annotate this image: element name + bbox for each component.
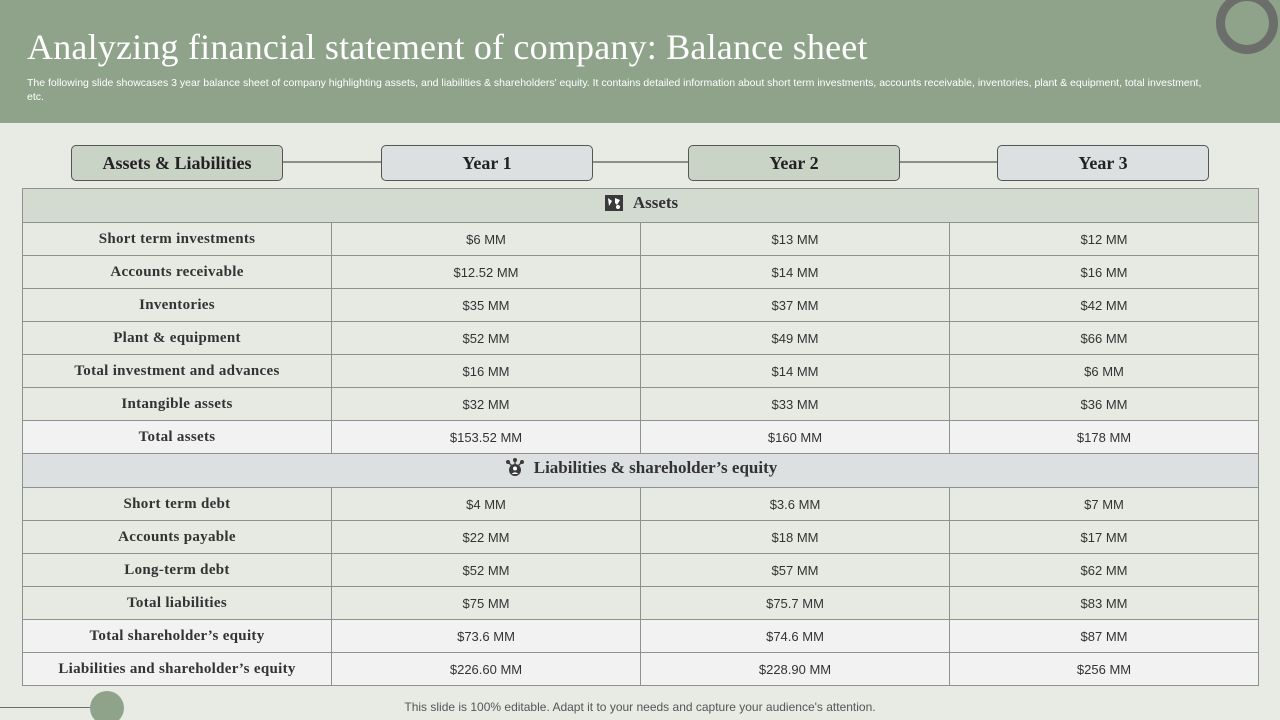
year-2-value: $3.6 MM [641,488,950,521]
year-3-value: $62 MM [950,554,1259,587]
year-2-value: $160 MM [641,421,950,454]
year-3-value: $256 MM [950,653,1259,686]
column-header-assets-liabilities: Assets & Liabilities [71,145,283,181]
row-label: Plant & equipment [23,322,332,355]
year-1-value: $16 MM [332,355,641,388]
year-1-value: $22 MM [332,521,641,554]
year-1-value: $35 MM [332,289,641,322]
row-label: Intangible assets [23,388,332,421]
year-3-value: $42 MM [950,289,1259,322]
section-header-assets [23,189,1259,223]
year-1-value: $52 MM [332,554,641,587]
year-2-value: $33 MM [641,388,950,421]
year-3-value: $7 MM [950,488,1259,521]
table-row [23,289,1259,322]
table-row [23,322,1259,355]
column-header-year-3: Year 3 [997,145,1209,181]
year-3-value: $17 MM [950,521,1259,554]
table-row [23,421,1259,454]
year-2-value: $49 MM [641,322,950,355]
year-2-value: $228.90 MM [641,653,950,686]
year-2-value: $37 MM [641,289,950,322]
year-1-value: $75 MM [332,587,641,620]
row-label: Total investment and advances [23,355,332,388]
table-row [23,223,1259,256]
year-1-value: $153.52 MM [332,421,641,454]
column-header-year-2: Year 2 [688,145,900,181]
table-row [23,355,1259,388]
year-2-value: $57 MM [641,554,950,587]
balance-sheet-table [22,188,1258,686]
year-1-value: $6 MM [332,223,641,256]
year-1-value: $4 MM [332,488,641,521]
row-label: Accounts payable [23,521,332,554]
table-row [23,653,1259,686]
table-row [23,256,1259,289]
year-3-value: $12 MM [950,223,1259,256]
table-row [23,620,1259,653]
year-3-value: $36 MM [950,388,1259,421]
row-label: Short term debt [23,488,332,521]
section-title-assets: Assets [632,193,679,212]
year-3-value: $178 MM [950,421,1259,454]
footer-note: This slide is 100% editable. Adapt it to your needs and capture your audience's attention. [404,700,876,714]
year-2-value: $18 MM [641,521,950,554]
column-headers [0,145,1280,181]
year-1-value: $52 MM [332,322,641,355]
row-label: Total assets [23,421,332,454]
section-header-liabilities [23,454,1259,488]
year-3-value: $6 MM [950,355,1259,388]
row-label: Accounts receivable [23,256,332,289]
year-2-value: $13 MM [641,223,950,256]
row-label: Inventories [23,289,332,322]
table-row [23,388,1259,421]
table-row [23,521,1259,554]
year-1-value: $226.60 MM [332,653,641,686]
year-3-value: $16 MM [950,256,1259,289]
year-1-value: $32 MM [332,388,641,421]
row-label: Liabilities and shareholder’s equity [23,653,332,686]
table-row [23,488,1259,521]
row-label: Total liabilities [23,587,332,620]
year-1-value: $12.52 MM [332,256,641,289]
page-title: Analyzing financial statement of company: Balance sheet [27,27,868,67]
table-row [23,587,1259,620]
year-2-value: $75.7 MM [641,587,950,620]
network-user-icon [504,457,526,479]
year-3-value: $87 MM [950,620,1259,653]
header-banner [0,0,1280,123]
column-header-year-1: Year 1 [381,145,593,181]
year-2-value: $14 MM [641,256,950,289]
table-row [23,554,1259,587]
page-subtitle: The following slide showcases 3 year balance sheet of company highlighting assets, and liabilities & shareholders' equity. It contains detailed information about short term investments, accounts receivable, inventories, plant & equipment, total investment, etc. [27,77,1202,103]
year-3-value: $66 MM [950,322,1259,355]
year-2-value: $74.6 MM [641,620,950,653]
year-2-value: $14 MM [641,355,950,388]
year-3-value: $83 MM [950,587,1259,620]
row-label: Long-term debt [23,554,332,587]
map-icon [603,192,625,214]
row-label: Total shareholder’s equity [23,620,332,653]
row-label: Short term investments [23,223,332,256]
year-1-value: $73.6 MM [332,620,641,653]
section-title-liabilities: Liabilities & shareholder’s equity [533,458,778,477]
